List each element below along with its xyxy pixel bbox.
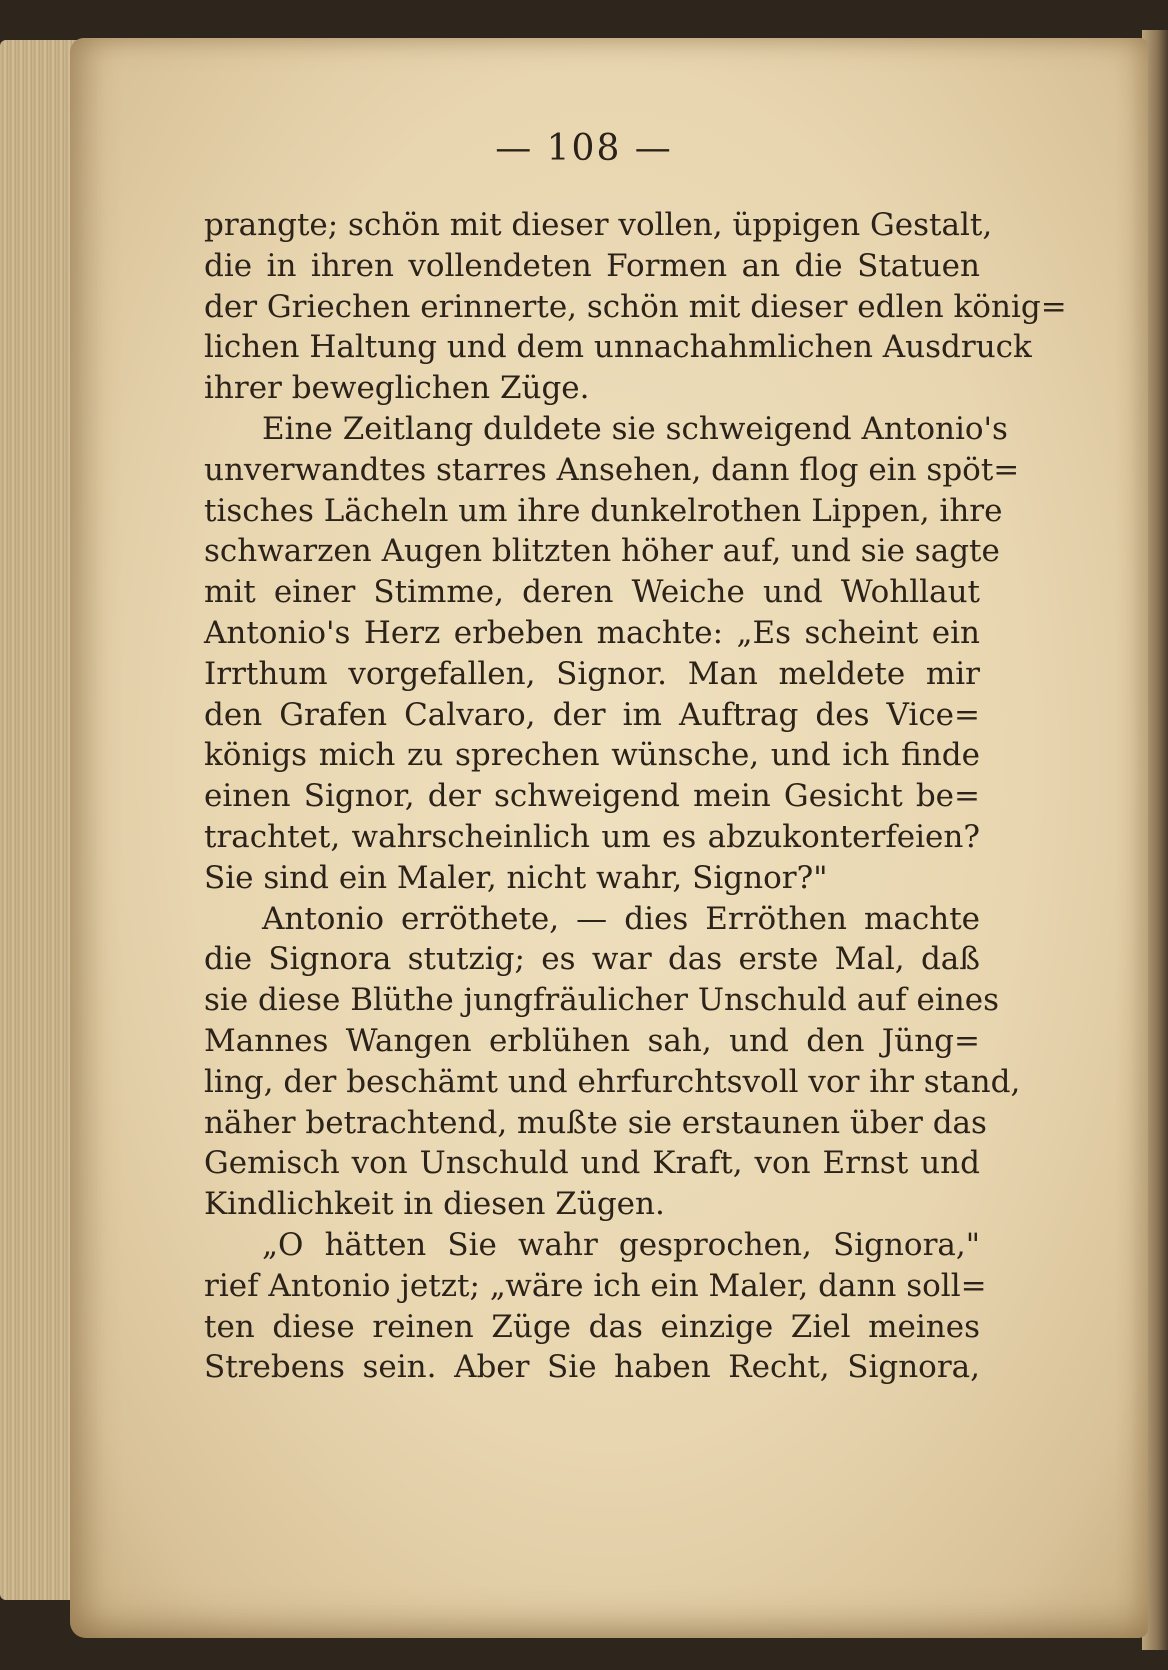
text-line: prangte; schön mit dieser vollen, üppigen Gestalt, <box>204 207 993 243</box>
text-line: rief Antonio jetzt; „wäre ich ein Maler, dann soll= <box>204 1267 987 1304</box>
text-line: Antonio's Herz erbeben machte: „Es scheint ein <box>204 614 980 651</box>
page-number: — 108 — <box>495 128 673 169</box>
body-text <box>204 205 1067 1388</box>
text-line: sie diese Blüthe jungfräulicher Unschuld auf eines <box>204 982 999 1019</box>
text-line: ling, der beschämt und ehrfurchtsvoll vor ihr stand, <box>204 1063 1021 1100</box>
text-line: mit einer Stimme, deren Weiche und Wohllaut <box>204 574 980 611</box>
text-line: Strebens sein. Aber Sie haben Recht, Signora, <box>204 1349 980 1386</box>
text-line: den Grafen Calvaro, der im Auftrag des Vice= <box>204 696 980 733</box>
text-line: Irrthum vorgefallen, Signor. Man meldete mir <box>204 655 980 692</box>
text-line: ihrer beweglichen Züge. <box>204 370 590 407</box>
text-line: tisches Lächeln um ihre dunkelrothen Lippen, ihre <box>204 492 1003 529</box>
text-line: Kindlichkeit in diesen Zügen. <box>204 1186 665 1223</box>
text-line: die Signora stutzig; es war das erste Mal, daß <box>204 941 980 978</box>
text-line: schwarzen Augen blitzten höher auf, und sie sagte <box>204 533 1000 570</box>
text-line: der Griechen erinnerte, schön mit dieser edlen könig= <box>204 288 1067 325</box>
text-line: Mannes Wangen erblühen sah, und den Jüng= <box>204 1022 980 1059</box>
text-line: einen Signor, der schweigend mein Gesicht be= <box>204 778 980 815</box>
text-line: „O hätten Sie wahr gesprochen, Signora," <box>262 1226 980 1263</box>
text-line: unverwandtes starres Ansehen, dann flog ein spöt= <box>204 451 1020 488</box>
text-line: die in ihren vollendeten Formen an die Statuen <box>204 247 980 284</box>
text-line: Antonio erröthete, — dies Erröthen machte <box>262 900 980 937</box>
text-line: königs mich zu sprechen wünsche, und ich finde <box>204 737 980 774</box>
text-line: Gemisch von Unschuld und Kraft, von Ernst und <box>204 1145 980 1182</box>
text-line: lichen Haltung und dem unnachahmlichen Ausdruck <box>204 329 1032 366</box>
text-line: ten diese reinen Züge das einzige Ziel meines <box>204 1308 980 1345</box>
text-line: näher betrachtend, mußte sie erstaunen über das <box>204 1104 987 1141</box>
text-line: Eine Zeitlang duldete sie schweigend Antonio's <box>262 410 1008 447</box>
text-line: trachtet, wahrscheinlich um es abzukonterfeien? <box>204 818 980 855</box>
text-line: Sie sind ein Maler, nicht wahr, Signor?" <box>204 859 828 896</box>
